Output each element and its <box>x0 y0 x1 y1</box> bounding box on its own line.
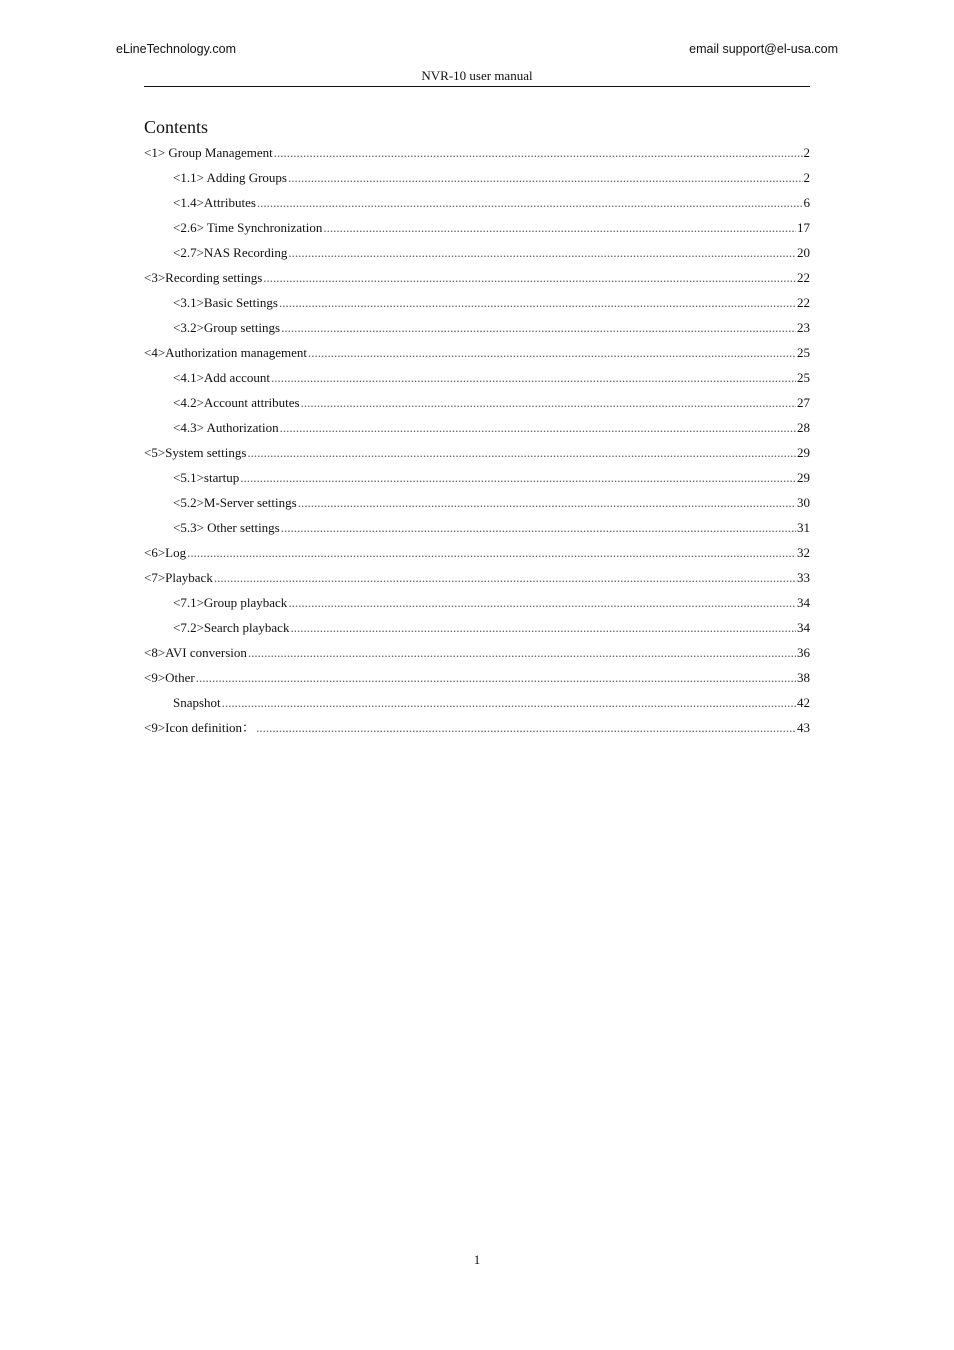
toc-entry-label: <1> Group Management <box>144 145 273 160</box>
toc-entry[interactable] <box>144 268 810 293</box>
toc-leader-dots <box>280 418 796 437</box>
toc-leader-dots <box>240 468 796 487</box>
toc-entry-label: <1.4>Attributes <box>173 195 256 210</box>
toc-entry-label: <6>Log <box>144 545 187 560</box>
toc-leader-dots <box>196 668 796 687</box>
toc-entry-label: <3.2>Group settings <box>173 320 281 335</box>
toc-entry-page: 31 <box>797 520 810 535</box>
toc-entry[interactable] <box>144 418 810 443</box>
toc-entry[interactable] <box>144 293 810 318</box>
toc-entry-label: <2.6> Time Synchronization <box>173 220 323 235</box>
toc-leader-dots <box>271 368 796 387</box>
toc-leader-dots <box>288 243 796 262</box>
toc-entry-label: <4.3> Authorization <box>173 420 279 435</box>
toc-title: Contents <box>144 117 209 137</box>
toc-entry-page: 33 <box>797 570 810 585</box>
toc-entry-label: <7>Playback <box>144 570 213 585</box>
toc-entry-label: <7.2>Search playback <box>173 620 290 635</box>
toc-entry[interactable] <box>144 393 810 418</box>
toc-entry-page: 2 <box>803 145 810 160</box>
toc-entry[interactable] <box>144 643 810 668</box>
toc-entry[interactable] <box>144 218 810 243</box>
support-email: email support@el-usa.com <box>689 42 838 56</box>
toc-entry-label: <2.7>NAS Recording <box>173 245 288 260</box>
header-divider <box>144 86 810 87</box>
toc-entry[interactable] <box>144 493 810 518</box>
toc-entry-page: 42 <box>797 695 810 710</box>
toc-leader-dots <box>288 593 796 612</box>
toc-entry[interactable] <box>144 518 810 543</box>
toc-entry-page: 29 <box>797 445 810 460</box>
toc-leader-dots <box>288 168 803 187</box>
toc-entry-page: 25 <box>797 345 810 360</box>
toc-entry-label: <4.2>Account attributes <box>173 395 300 410</box>
toc-entry-label: <3>Recording settings <box>144 270 263 285</box>
toc-entry[interactable] <box>144 193 810 218</box>
toc-entry[interactable] <box>144 343 810 368</box>
toc-entry[interactable] <box>144 668 810 693</box>
toc-entry-page: 28 <box>797 420 810 435</box>
toc-entry-page: 34 <box>797 595 810 610</box>
toc-entry-label: Snapshot <box>173 695 221 710</box>
toc-entry-page: 17 <box>797 220 810 235</box>
toc-leader-dots <box>298 493 796 512</box>
toc-entry-page: 34 <box>797 620 810 635</box>
toc-leader-dots <box>214 568 796 587</box>
toc-leader-dots <box>281 318 796 337</box>
toc-entry-page: 25 <box>797 370 810 385</box>
toc-entry-label: <5.2>M-Server settings <box>173 495 297 510</box>
toc-entry[interactable] <box>144 593 810 618</box>
toc-entry-label: <4.1>Add account <box>173 370 270 385</box>
toc-leader-dots <box>290 618 796 637</box>
toc-entry-page: 22 <box>797 295 810 310</box>
toc-leader-dots <box>301 393 796 412</box>
toc-entry-page: 22 <box>797 270 810 285</box>
toc-entry-page: 38 <box>797 670 810 685</box>
toc-entry[interactable] <box>144 368 810 393</box>
toc-entry-label: <5.1>startup <box>173 470 240 485</box>
toc-entry-label: <5.3> Other settings <box>173 520 280 535</box>
toc-entry-page: 29 <box>797 470 810 485</box>
toc-entry-page: 43 <box>797 720 810 735</box>
toc-entry-page: 23 <box>797 320 810 335</box>
toc-entry-label: <9>Icon definition： <box>144 720 256 735</box>
toc-leader-dots <box>323 218 796 237</box>
toc-entry[interactable] <box>144 543 810 568</box>
toc-entry-label: <9>Other <box>144 670 195 685</box>
toc-entry-page: 2 <box>803 170 810 185</box>
toc-entry[interactable] <box>144 693 810 718</box>
toc-entry-label: <5>System settings <box>144 445 247 460</box>
toc-entry-label: <8>AVI conversion <box>144 645 247 660</box>
toc-entry-label: <4>Authorization management <box>144 345 308 360</box>
toc-leader-dots <box>263 268 796 287</box>
site-name: eLineTechnology.com <box>116 42 236 56</box>
toc-leader-dots <box>257 193 803 212</box>
toc-entry[interactable] <box>144 318 810 343</box>
toc-entry-page: 27 <box>797 395 810 410</box>
page-number: 1 <box>473 1252 481 1267</box>
toc-entry[interactable] <box>144 568 810 593</box>
toc-leader-dots <box>274 143 803 162</box>
toc-leader-dots <box>256 718 796 737</box>
toc-entry[interactable] <box>144 143 810 168</box>
document-title: NVR-10 user manual <box>421 68 533 83</box>
toc-entry[interactable] <box>144 618 810 643</box>
toc-entry-page: 20 <box>797 245 810 260</box>
toc-leader-dots <box>247 443 796 462</box>
toc-leader-dots <box>187 543 796 562</box>
toc-entry[interactable] <box>144 443 810 468</box>
toc-leader-dots <box>248 643 796 662</box>
toc-entry-label: <1.1> Adding Groups <box>173 170 287 185</box>
toc-entry[interactable] <box>144 718 810 743</box>
toc-entry[interactable] <box>144 168 810 193</box>
toc-entry-page: 6 <box>803 195 810 210</box>
toc-entry[interactable] <box>144 468 810 493</box>
toc-leader-dots <box>281 518 796 537</box>
toc-entry-label: <7.1>Group playback <box>173 595 288 610</box>
toc-entry-page: 32 <box>797 545 810 560</box>
toc-entry-page: 36 <box>797 645 810 660</box>
toc-entry-page: 30 <box>797 495 810 510</box>
toc-entry[interactable] <box>144 243 810 268</box>
toc-leader-dots <box>222 693 796 712</box>
toc-leader-dots <box>308 343 796 362</box>
toc-leader-dots <box>279 293 796 312</box>
table-of-contents <box>144 143 810 743</box>
toc-entry-label: <3.1>Basic Settings <box>173 295 278 310</box>
